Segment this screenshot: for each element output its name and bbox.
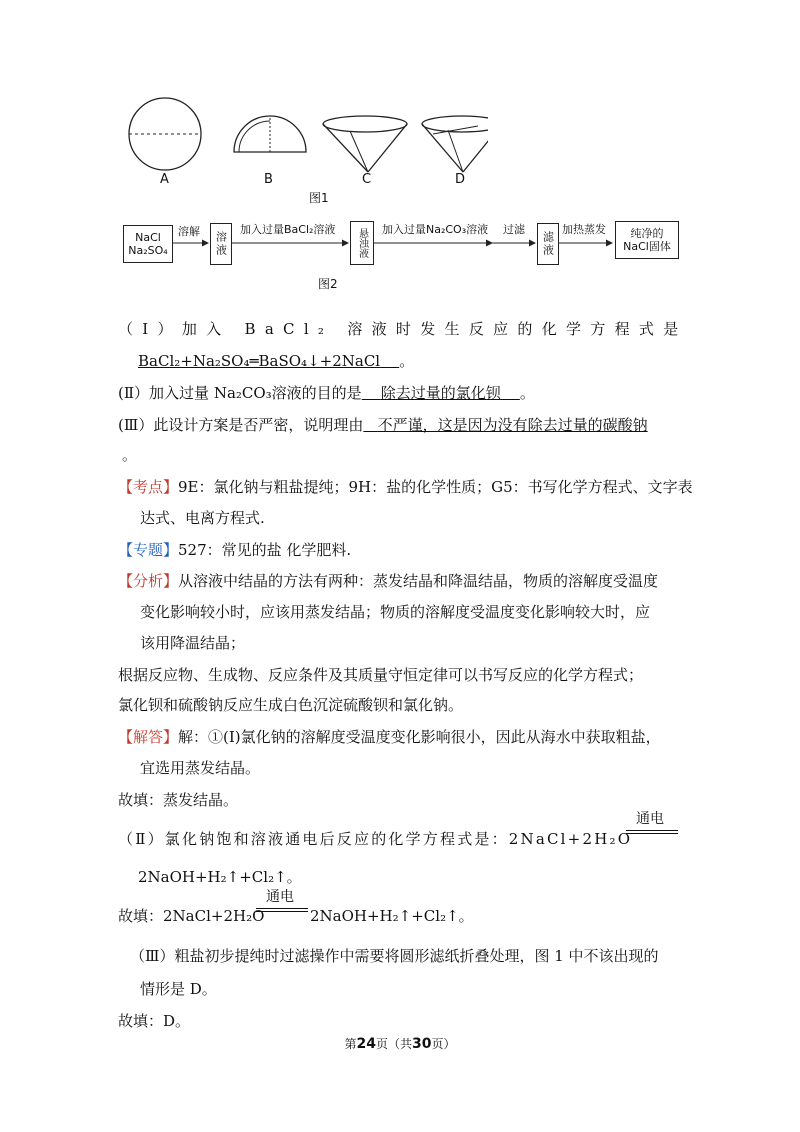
fenxi-text-3: 该用降温结晶； xyxy=(140,634,246,652)
label-d: D xyxy=(455,172,466,187)
page-footer xyxy=(0,1035,800,1052)
q1-prefix: （Ⅰ）加入 BaCl₂ 溶液时发生反应的化学方程式是 xyxy=(118,320,688,338)
figure-1 xyxy=(118,94,488,204)
shape-c xyxy=(323,116,407,132)
flow-arrow-5-label: 加热蒸发 xyxy=(562,223,606,236)
footer-post: 页） xyxy=(431,1037,456,1051)
q2-line xyxy=(118,382,535,403)
q2-answer: 除去过量的氯化钡 xyxy=(380,384,501,402)
footer-total-pages: 30 xyxy=(412,1036,432,1052)
jieda-ii-product: 2NaOH+H₂↑+Cl₂↑。 xyxy=(138,868,302,886)
q3-line xyxy=(118,414,648,435)
kaodian-text: 9E：氯化钠与粗盐提纯；9H：盐的化学性质；G5：书写化学方程式、文字表 xyxy=(178,478,693,496)
fenxi-text-2: 变化影响较小时，应该用蒸发结晶；物质的溶解度受温度变化影响较大时，应 xyxy=(140,603,651,621)
q3-end: 。 xyxy=(122,446,138,464)
q3-prefix: (Ⅲ）此设计方案是否严密，说明理由 xyxy=(118,416,364,434)
equation-bar-2 xyxy=(256,908,308,912)
figure-2-caption: 图2 xyxy=(318,277,338,291)
q1-answer-line xyxy=(138,350,414,371)
fenxi-text-5: 氯化钡和硫酸钠反应生成白色沉淀硫酸钡和氯化钠。 xyxy=(118,696,464,714)
jieda-line xyxy=(118,726,661,747)
flow-arrow-3-label: 加入过量Na₂CO₃溶液 xyxy=(382,223,489,236)
label-c: C xyxy=(362,172,372,187)
equation-condition-2: 通电 xyxy=(266,889,294,905)
q2-end: 。 xyxy=(519,384,535,402)
flow-arrow-1-label: 溶解 xyxy=(178,225,200,238)
figure-2-flowchart xyxy=(120,217,685,267)
jieda-fill-2-right: 2NaOH+H₂↑+Cl₂↑。 xyxy=(310,907,474,925)
fenxi-text-4: 根据反应物、生成物、反应条件及其质量守恒定律可以书写反应的化学方程式； xyxy=(118,666,644,684)
kaodian-line xyxy=(118,476,693,497)
q2-prefix: (Ⅱ）加入过量 Na₂CO₃溶液的目的是 xyxy=(118,384,362,402)
fenxi-line xyxy=(118,570,658,591)
flow-box-solution: 溶液 xyxy=(210,223,232,265)
jieda-text-1: 解：①(Ⅰ)氯化钠的溶解度受温度变化影响很小，因此从海水中获取粗盐， xyxy=(178,728,661,746)
fenxi-tag: 【分析】 xyxy=(118,572,179,590)
figure-1-caption: 图1 xyxy=(309,191,329,205)
zhuanti-text: 527：常见的盐 化学肥料. xyxy=(178,541,352,559)
jieda-text-2: 宜选用蒸发结晶。 xyxy=(140,759,261,777)
zhuanti-line xyxy=(118,539,351,560)
equation-bar-1 xyxy=(626,830,678,834)
flow-box-suspension: 悬浊液 xyxy=(350,221,374,265)
equation-condition-1: 通电 xyxy=(636,811,664,827)
jieda-ii-text: （Ⅱ）氯化钠饱和溶液通电后反应的化学方程式是：2NaCl+2H₂O xyxy=(118,830,633,848)
q3-answer: 不严谨，这是因为没有除去过量的碳酸钠 xyxy=(377,416,648,434)
jieda-iii-text-1: （Ⅲ）粗盐初步提纯时过滤操作中需要将圆形滤纸折叠处理，图 1 中不该出现的 xyxy=(130,947,659,965)
flow-box-filtrate: 滤液 xyxy=(537,223,559,265)
footer-pre: 第 xyxy=(344,1037,357,1051)
jieda-fill-1: 故填：蒸发结晶。 xyxy=(118,791,239,809)
kaodian-tag: 【考点】 xyxy=(118,478,179,496)
jieda-iii-text-2: 情形是 D。 xyxy=(140,980,217,998)
kaodian-text-cont: 达式、电离方程式. xyxy=(140,509,265,527)
filter-paper-folding-diagram xyxy=(118,94,488,184)
q1-end: 。 xyxy=(399,352,415,370)
footer-mid: 页（共 xyxy=(375,1037,412,1051)
zhuanti-tag: 【专题】 xyxy=(118,541,179,559)
flow-end-box: 纯净的 NaCl固体 xyxy=(615,221,679,259)
flow-arrow-4-label: 过滤 xyxy=(503,223,525,236)
jieda-tag: 【解答】 xyxy=(118,728,179,746)
footer-page-number: 24 xyxy=(356,1036,376,1052)
shape-b-inner xyxy=(239,121,270,152)
flow-start-box: NaCl Na₂SO₄ xyxy=(123,225,173,263)
q1-answer: BaCl₂+Na₂SO₄═BaSO₄↓+2NaCl xyxy=(138,352,381,370)
jieda-fill-3: 故填：D。 xyxy=(118,1012,191,1030)
label-b: B xyxy=(264,172,273,187)
label-a: A xyxy=(160,172,169,187)
fenxi-text-1: 从溶液中结晶的方法有两种：蒸发结晶和降温结晶，物质的溶解度受温度 xyxy=(178,572,659,590)
jieda-fill-2-left: 故填：2NaCl+2H₂O xyxy=(118,907,265,925)
flow-arrow-2-label: 加入过量BaCl₂溶液 xyxy=(240,223,336,236)
